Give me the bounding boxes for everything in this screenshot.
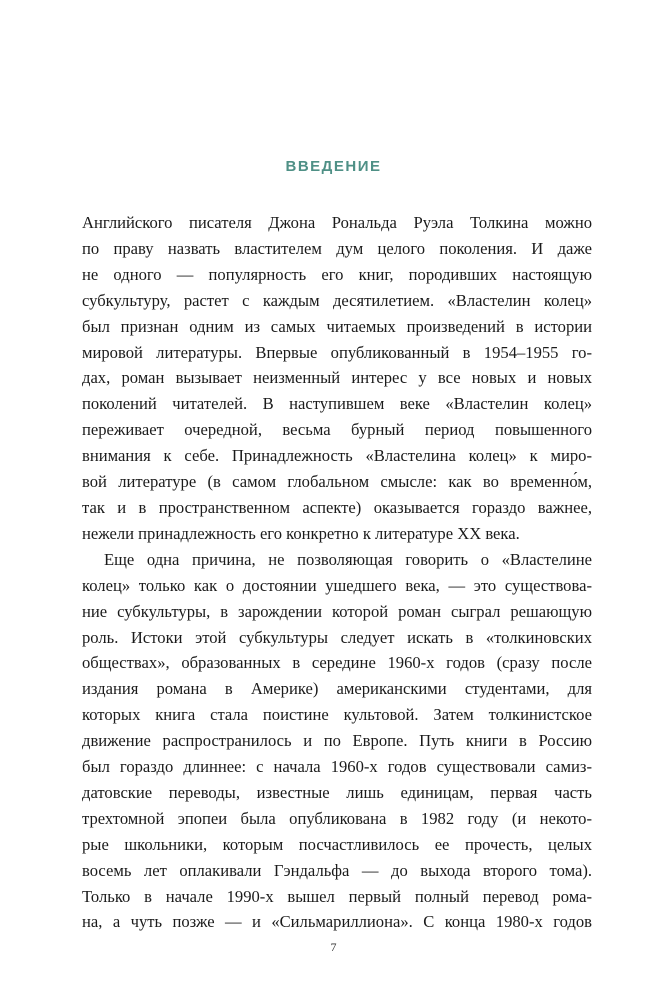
text-line: рые школьники, которым посчастливилось ее прочесть, целых <box>82 834 592 854</box>
text-line: субкультуру, растет с каждым десятилетием. «Властелин колец» <box>82 290 592 310</box>
text-line: обществах», образованных в середине 1960-х годов (сразу после <box>82 653 592 673</box>
text-line: мировой литературы. Впервые опубликованный в 1954–1955 го- <box>82 342 592 362</box>
text-line: так и в пространственном аспекте) оказывается гораздо важнее, <box>82 497 592 517</box>
text-line: колец» только как о достоянии ушедшего века, — это существова- <box>82 575 592 595</box>
text-line: датовские переводы, известные лишь единицам, первая часть <box>82 782 592 802</box>
chapter-heading: ВВЕДЕНИЕ <box>285 158 382 175</box>
body-text <box>82 210 592 935</box>
paragraph-1 <box>82 210 592 547</box>
paragraph-2 <box>82 547 592 936</box>
text-line: переживает очередной, весьма бурный период повышенного <box>82 420 592 440</box>
text-line: был гораздо длиннее: с начала 1960-х годов существовали самиз- <box>82 757 592 777</box>
text-line: внимания к себе. Принадлежность «Властелина колец» к миро- <box>82 446 592 466</box>
text-line: Английского писателя Джона Рональда Руэла Толкина можно <box>82 213 592 232</box>
text-line: которых книга стала поистине культовой. Затем толкинистское <box>82 705 592 725</box>
text-line: был признан одним из самых читаемых произведений в истории <box>82 316 592 336</box>
text-line: движение распространилось и по Европе. Путь книги в Россию <box>82 731 592 751</box>
text-line: не одного — популярность его книг, породивших настоящую <box>82 264 592 284</box>
page-number: 7 <box>330 940 337 954</box>
text-line: Только в начале 1990-х вышел первый полный перевод рома- <box>82 886 592 906</box>
text-line: вой литературе (в самом глобальном смысле: как во временно́м, <box>82 472 592 492</box>
text-line: по праву назвать властителем дум целого поколения. И даже <box>82 238 592 258</box>
text-line: ние субкультуры, в зарождении которой роман сыграл решающую <box>82 601 592 621</box>
text-line: трехтомной эпопеи была опубликована в 1982 году (и некото- <box>82 808 592 828</box>
text-line: восемь лет оплакивали Гэндальфа — до выхода второго тома). <box>82 860 592 880</box>
text-line: издания романа в Америке) американскими студентами, для <box>82 679 592 699</box>
text-line: Еще одна причина, не позволяющая говорить о «Властелине <box>104 549 592 569</box>
text-line: поколений читателей. В наступившем веке «Властелин колец» <box>82 394 592 414</box>
text-line: нежели принадлежность его конкретно к литературе XX века. <box>82 523 520 543</box>
text-line: роль. Истоки этой субкультуры следует искать в «толкиновских <box>82 627 592 647</box>
text-line: дах, роман вызывает неизменный интерес у все новых и новых <box>82 368 592 388</box>
text-line: на, а чуть позже — и «Сильмариллиона». С конца 1980-х годов <box>82 912 592 932</box>
